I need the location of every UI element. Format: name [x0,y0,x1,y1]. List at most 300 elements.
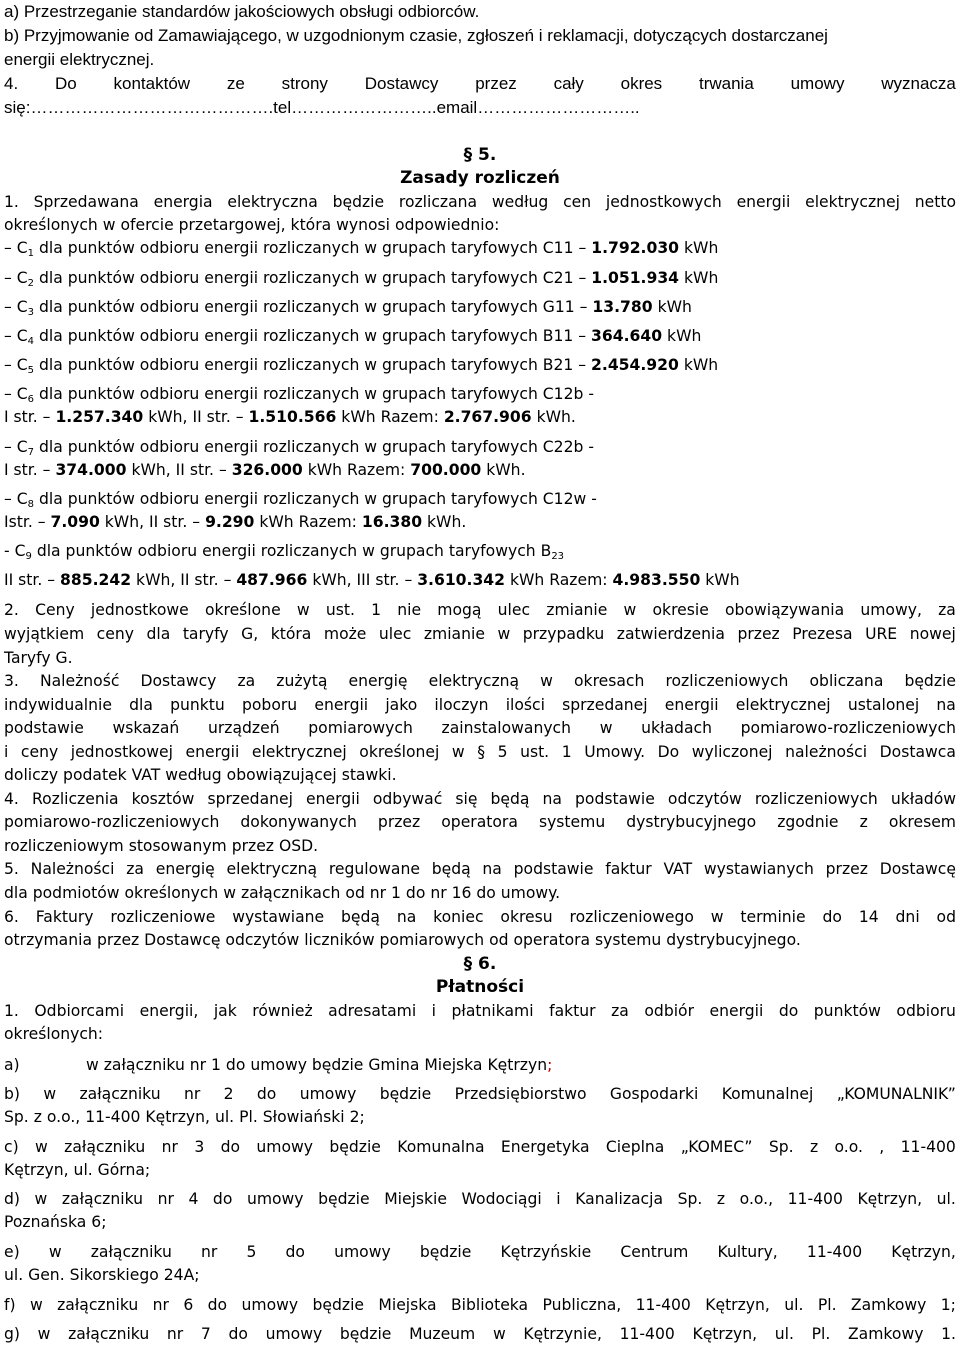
word: Centrum [620,1243,689,1261]
word: w [35,1138,48,1156]
word: energia [153,193,213,211]
word: „KOMEC” [680,1138,753,1156]
tariff-line: – $C_2$ dla punktów odbioru energii rozliczanych w grupach taryfowych C21 – 1.051.934 kWh [4,269,719,289]
word: Gospodarki [609,1085,699,1103]
word: ul. [936,1190,956,1208]
word: indywidualnie [4,696,112,714]
word: c) [4,1138,19,1156]
word: energii [314,696,369,714]
word: faktur [605,860,652,878]
word: energię [155,860,215,878]
word: urządzeń [207,719,280,737]
word: Komunalnej [721,1085,814,1103]
word: będą [431,860,471,878]
item-d-line2: Poznańska 6; [4,1213,107,1231]
word: w [451,743,465,761]
word: będzie [379,1085,432,1103]
word: Sp. [677,1190,703,1208]
word: umowy, [860,601,922,619]
word: 4. [4,74,19,93]
word: d) [4,1190,20,1208]
word: Należność [39,672,120,690]
word: rozliczeniowych [665,672,789,690]
word: podstawie [513,860,594,878]
word: 11-400 [619,1325,675,1343]
word: umowy [246,1190,304,1208]
word: trwania [698,74,754,93]
word: 4. [4,790,19,808]
sec5-p2-line3: Taryfy G. [4,649,73,667]
word: Kultury, [717,1243,778,1261]
word: Dostawcy [364,74,439,93]
word: w [43,1085,57,1103]
word: na [396,908,417,926]
word: Odbiorcami [34,1002,125,1020]
sec5-p3-line3 [4,718,956,738]
word: określone [204,601,281,619]
word: jednostkowe [90,601,189,619]
word: o.o. [834,1138,863,1156]
word: systemu [538,813,606,831]
word: odbioru [896,1002,956,1020]
word: § [477,743,486,761]
word: g) [4,1325,20,1343]
word: , [879,1138,885,1156]
word: według [491,193,549,211]
word: punktu [170,696,225,714]
word: 11-400 [806,1243,863,1261]
word: nr [152,1296,169,1314]
word: poboru [241,696,298,714]
tariff-c8-line1: – $C_8$ dla punktów odbioru energii rozliczanych w grupach taryfowych C12w - [4,490,597,510]
word: 1. [941,1325,956,1343]
word: dystrybucyjnego [626,813,757,831]
word: odbiór [644,1002,694,1020]
word: 3. [4,672,19,690]
word: odczytów [667,790,742,808]
word: może [323,625,367,643]
word: energii [664,696,719,714]
word: nie [397,601,422,619]
word: dokonywanych [240,813,357,831]
word: punktów [813,1002,881,1020]
word: wystawiane [232,908,325,926]
word: regulowane [328,860,420,878]
word: ustalonej [847,696,920,714]
word: kosztów [131,790,195,808]
tariff-c9-line1: - $C_9$ dla punktów odbioru energii rozliczanych w grupach taryfowych $B_{23}$ [4,542,565,562]
word: iloczyn [434,696,489,714]
word: do [212,1190,233,1208]
word: Kętrzyn, [891,1243,956,1261]
word: Sprzedawana [33,193,139,211]
word: załączniku [57,1296,139,1314]
word: będzie [318,1190,370,1208]
word: sprzedanej [562,696,648,714]
word: w [296,601,310,619]
word: dla [129,696,153,714]
word: ze [226,74,245,93]
item-4-contact: się:…………………………………….tel……………………..email……………………….. [4,98,640,117]
word: 4 [188,1190,199,1208]
word: ust. [325,601,355,619]
word: Przedsiębiorstwo [454,1085,587,1103]
word: będzie [339,1325,392,1343]
word: za [938,601,956,619]
word: Sp. [768,1138,794,1156]
word: energii, [139,1002,199,1020]
word: energii [185,743,240,761]
word: układach [641,719,712,737]
word: Biblioteka [450,1296,529,1314]
word: 1; [940,1296,956,1314]
word: rozliczeniowych [754,790,878,808]
word: do [822,908,842,926]
word: ulec [378,625,412,643]
word: 1. [4,193,19,211]
sec5-p3-line1 [4,671,956,691]
word: 5 [246,1243,257,1261]
word: w [48,1243,62,1261]
word: do [228,1325,248,1343]
word: Należności [30,860,115,878]
sec5-p3-line5: doliczy podatek VAT według obowiązującej stawki. [4,766,397,784]
word: na [936,696,956,714]
word: podstawie [575,790,655,808]
word: z [716,1190,726,1208]
word: mogą [437,601,482,619]
word: będzie [332,193,385,211]
word: VAT [663,860,693,878]
word: jako [385,696,418,714]
word: energii [306,790,360,808]
word: umowy [299,1085,357,1103]
word: się [455,790,478,808]
word: f) [4,1296,16,1314]
word: G, [241,625,259,643]
word: Faktury [35,908,94,926]
word: 11-400 [635,1296,691,1314]
word: 2. [4,601,19,619]
word: operatora [441,813,518,831]
sec5-p2-line1 [4,600,956,620]
word: kontaktów [113,74,191,93]
word: ul. [784,1296,804,1314]
word: przez [737,625,780,643]
word: elektryczna [227,193,318,211]
sec5-p5-line2: dla podmiotów określonych w załącznikach od nr 1 do nr 16 do umowy. [4,884,561,902]
word: Do [54,74,77,93]
word: netto [914,193,956,211]
word: koniec [433,908,484,926]
section-5-number: § 5. [463,145,497,165]
section-5-title: Zasady rozliczeń [400,168,560,188]
word: nr [157,1190,174,1208]
word: która [270,625,312,643]
sec5-p6-line1 [4,907,956,927]
word: okresem [888,813,956,831]
word: jednostkowej [70,743,173,761]
word: wyliczonej [691,743,773,761]
word: odbywać [372,790,443,808]
word: załączniku [64,1138,146,1156]
word: nr [161,1138,178,1156]
word: w [540,672,553,690]
word: sprzedanej [207,790,293,808]
sec5-p4-line3: rozliczeniowym stosowanym przez OSD. [4,837,319,855]
word: płatnikami [451,1002,534,1020]
line-a: a) Przestrzeganie standardów jakościowych obsługi odbiorców. [4,2,480,21]
word: elektrycznej [805,193,900,211]
tariff-line: – $C_3$ dla punktów odbioru energii rozliczanych w grupach taryfowych G11 – 13.780 kWh [4,298,692,318]
sec5-p2-line2 [4,624,956,644]
line-b-cont: energii elektrycznej. [4,50,155,69]
word: 2 [223,1085,234,1103]
word: z [859,813,868,831]
word: nowej [909,625,956,643]
word: Kętrzyn, [692,1325,758,1343]
tariff-c8-line2: Istr. – 7.090 kWh, II str. – 9.290 kWh Razem: 16.380 kWh. [4,513,467,531]
word: energii [736,193,791,211]
word: 1. [4,1002,19,1020]
word: Dostawcy [140,672,217,690]
word: załączniku [90,1243,172,1261]
word: umowy [334,1243,391,1261]
sec5-p6-line2: otrzymania przez Dostawcę odczytów liczników pomiarowych od operatora systemu dystrybucyjnego. [4,931,801,949]
word: wyjątkiem [4,625,85,643]
item-4-line [4,74,956,94]
word: zmianie [546,601,608,619]
item-g-line1 [4,1324,956,1344]
item-a-label: a) [4,1056,20,1074]
word: wystawianych [703,860,814,878]
word: Kętrzyńskie [500,1243,592,1261]
word: nr [183,1085,201,1103]
word: 11-400 [900,1138,956,1156]
word: 5. [4,860,19,878]
word: elektryczną [428,672,520,690]
word: energię [348,672,408,690]
word: ul. [774,1325,794,1343]
word: wyznacza [881,74,956,93]
word: o.o., [739,1190,774,1208]
word: przez [377,813,421,831]
word: Prezesa [792,625,853,643]
word: Dostawca [879,743,956,761]
sec5-p1-line2: określonych w ofercie przetargowej, która wynosi odpowiednio: [4,216,500,234]
word: nr [201,1243,218,1261]
word: elektryczną [226,860,318,878]
word: od [936,908,956,926]
word: 6. [4,908,19,926]
word: strony [281,74,328,93]
item-b-line2: Sp. z o.o., 11-400 Kętrzyn, ul. Pl. Słowiański 2; [4,1108,365,1126]
word: Kętrzyn, [705,1296,770,1314]
word: ulec [497,601,531,619]
tariff-c9-line2: II str. – 885.242 kWh, II str. – 487.966 kWh, III str. – 3.610.342 kWh Razem: 4.983.550 kWh [4,571,740,589]
sec5-p4-line1 [4,789,956,809]
sec5-p5-line1 [4,859,956,879]
word: Miejskie [384,1190,447,1208]
word: zgodnie [777,813,839,831]
word: do [256,1085,277,1103]
word: przez [475,74,517,93]
word: będzie [419,1243,472,1261]
word: 6 [183,1296,194,1314]
sec6-p1-line1 [4,1001,956,1021]
word: b) [4,1085,20,1103]
word: układów [890,790,956,808]
word: ilości [505,696,545,714]
word: rozliczana [398,193,478,211]
sec5-p3-line2 [4,695,956,715]
word: Muzeum [409,1325,476,1343]
word: Rozliczenia [31,790,119,808]
word: będą [490,790,530,808]
item-b-line1 [4,1084,956,1104]
word: Pl. [811,1325,831,1343]
word: z [809,1138,819,1156]
sec5-p4-line2 [4,812,956,832]
word: 14 [858,908,879,926]
word: ceny [96,625,134,643]
word: jak [213,1002,237,1020]
word: załączniku [68,1325,150,1343]
word: określonej [359,743,440,761]
word: 1 [371,601,382,619]
word: Pl. [817,1296,837,1314]
item-c-line2: Kętrzyn, ul. Górna; [4,1161,151,1179]
sec5-p1-line1 [4,192,956,212]
word: okresu [500,908,553,926]
word: w [29,1296,43,1314]
word: dla [146,625,171,643]
word: załączniku [79,1085,161,1103]
word: 11-400 [787,1190,843,1208]
word: w [497,625,511,643]
sec6-p1-line2: określonych: [4,1025,104,1043]
word: okresie [652,601,709,619]
word: w [37,1325,51,1343]
word: obliczana [809,672,884,690]
word: Wodociągi [461,1190,542,1208]
tariff-c7-line1: – $C_7$ dla punktów odbioru energii rozliczanych w grupach taryfowych C22b - [4,438,594,458]
word: przypadku [522,625,605,643]
word: okres [620,74,663,93]
word: Zamkowy [848,1325,924,1343]
word: na [482,860,502,878]
word: Zamkowy [850,1296,927,1314]
item-e-line1 [4,1242,956,1262]
word: pomiarowo-rozliczeniowych [740,719,956,737]
word: taryfy [182,625,229,643]
word: i [556,1190,561,1208]
tariff-line: – $C_5$ dla punktów odbioru energii rozliczanych w grupach taryfowych B21 – 2.454.920 kWh [4,356,719,376]
word: i [431,1002,437,1020]
item-a: a) w załączniku nr 1 do umowy będzie Gmina Miejska Kętrzyn; [4,1056,553,1074]
tariff-c6-line2: I str. – 1.257.340 kWh, II str. – 1.510.566 kWh Razem: 2.767.906 kWh. [4,408,576,426]
word: „KOMUNALNIK” [836,1085,956,1103]
word: będzie [312,1296,365,1314]
word: Dostawcę [879,860,956,878]
word: Umowy. [584,743,646,761]
word: dni [895,908,920,926]
word: i [4,743,9,761]
word: pomiarowo-rozliczeniowych [4,813,220,831]
word: zmianie [423,625,485,643]
item-f-line1 [4,1295,956,1315]
word: elektrycznej [735,696,831,714]
section-6-title: Płatności [435,977,525,997]
word: 5 [497,743,508,761]
word: Ceny [35,601,75,619]
word: Publiczna, [542,1296,622,1314]
word: wskazań [112,719,180,737]
word: przez [825,860,868,878]
word: zatwierdzenia [616,625,725,643]
line-b: b) Przyjmowanie od Zamawiającego, w uzgodnionym czasie, zgłoszeń i reklamacji, dotyczących dostarczanej [4,26,828,45]
word: terminie [740,908,806,926]
item-e-line2: ul. Gen. Sikorskiego 24A; [4,1266,200,1284]
word: do [778,1002,799,1020]
word: będzie [904,672,956,690]
item-c-line1 [4,1137,956,1157]
word: za [611,1002,629,1020]
word: 1 [561,743,572,761]
word: elektrycznej [251,743,347,761]
word: Miejska [378,1296,437,1314]
word: do [207,1296,228,1314]
word: adresatami [328,1002,417,1020]
word: za [126,860,144,878]
word: ust. [520,743,550,761]
word: również [252,1002,313,1020]
word: zużytą [276,672,328,690]
word: faktur [549,1002,596,1020]
word: za [237,672,256,690]
word: załączniku [61,1190,144,1208]
word: będzie [329,1138,381,1156]
word: do [285,1243,305,1261]
word: rozliczeniowe [110,908,216,926]
red-semicolon: ; [547,1056,553,1074]
item-d-line1 [4,1189,956,1209]
word: Kętrzyn, [857,1190,923,1208]
word: umowy [265,1325,323,1343]
word: do [220,1138,241,1156]
word: w [623,601,637,619]
word: podstawie [4,719,84,737]
word: w [710,908,724,926]
word: pomiarowych [308,719,413,737]
word: umowy [241,1296,299,1314]
tariff-line: – $C_1$ dla punktów odbioru energii rozliczanych w grupach taryfowych C11 – 1.792.030 kWh [4,239,719,259]
word: e) [4,1243,20,1261]
word: Komunalna [397,1138,485,1156]
word: jednostkowych [605,193,722,211]
word: nr [166,1325,184,1343]
word: umowy [790,74,845,93]
word: będą [340,908,380,926]
word: cały [553,74,584,93]
word: obowiązywania [725,601,845,619]
word: Do [657,743,680,761]
word: 3 [194,1138,205,1156]
word: w [599,719,613,737]
tariff-c6-line1: – $C_6$ dla punktów odbioru energii rozliczanych w grupach taryfowych C12b - [4,385,594,405]
word: w [34,1190,48,1208]
word: umowy [256,1138,314,1156]
